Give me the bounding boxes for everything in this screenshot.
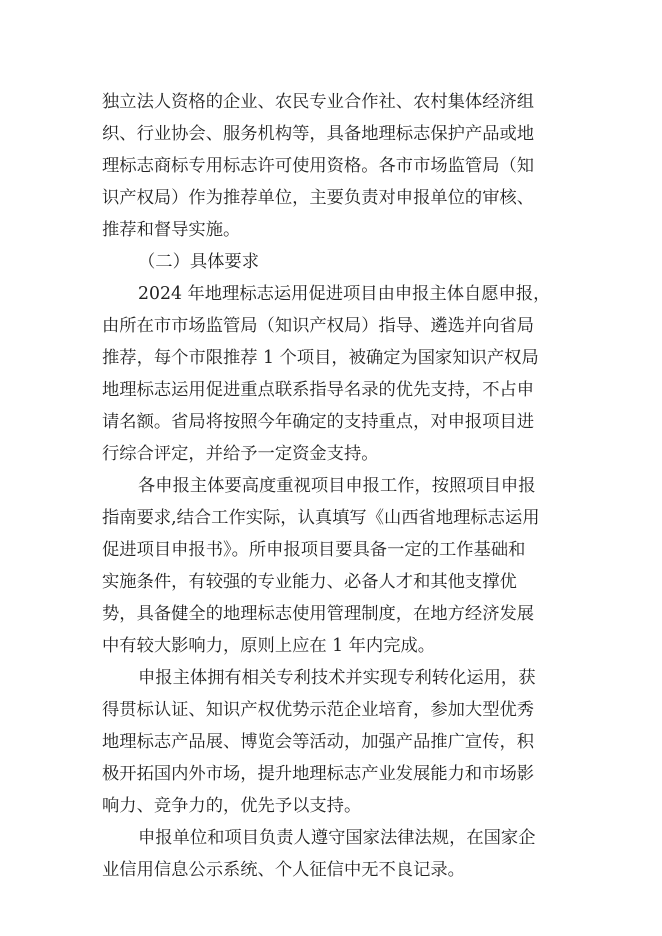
text-line: 2024 年地理标志运用促进项目由申报主体自愿申报， xyxy=(138,284,551,304)
paragraph-requirements xyxy=(102,470,562,662)
text-line: 指南要求,结合工作实际，认真填写《山西省地理标志运用 xyxy=(102,508,540,528)
text-line: 织、行业协会、服务机构等，具备地理标志保护产品或地 xyxy=(102,124,535,144)
paragraph-application xyxy=(102,278,562,470)
text-line: 地理标志产品展、博览会等活动，加强产品推广宣传，积 xyxy=(102,732,535,752)
text-line: 势，具备健全的地理标志使用管理制度，在地方经济发展 xyxy=(102,604,535,624)
text-line: 各申报主体要高度重视项目申报工作，按照项目申报 xyxy=(138,476,536,496)
document-body xyxy=(102,86,562,886)
text-line: 申报单位和项目负责人遵守国家法律法规，在国家企 xyxy=(138,828,536,848)
text-line: 响力、竞争力的，优先予以支持。 xyxy=(102,796,362,816)
text-line: 推荐，每个市限推荐 1 个项目，被确定为国家知识产权局 xyxy=(102,348,539,368)
text-line: 促进项目申报书》。所申报项目要具备一定的工作基础和 xyxy=(102,540,526,560)
section-heading xyxy=(102,246,562,278)
paragraph-eligibility xyxy=(102,86,562,246)
paragraph-compliance xyxy=(102,822,562,886)
text-line: 请名额。省局将按照今年确定的支持重点，对申报项目进 xyxy=(102,412,535,432)
text-line: 申报主体拥有相关专利技术并实现专利转化运用，获 xyxy=(138,668,536,688)
text-line: 得贯标认证、知识产权优势示范企业培育，参加大型优秀 xyxy=(102,700,535,720)
text-line: 独立法人资格的企业、农民专业合作社、农村集体经济组 xyxy=(102,92,535,112)
text-line: 中有较大影响力，原则上应在 1 年内完成。 xyxy=(102,636,436,656)
paragraph-priority-support xyxy=(102,662,562,822)
text-line: 理标志商标专用标志许可使用资格。各市市场监管局（知 xyxy=(102,156,535,176)
text-line: 实施条件，有较强的专业能力、必备人才和其他支撑优 xyxy=(102,572,517,592)
text-line: 行综合评定，并给予一定资金支持。 xyxy=(102,444,379,464)
text-line: 识产权局）作为推荐单位，主要负责对申报单位的审核、 xyxy=(102,188,535,208)
text-line: 由所在市市场监管局（知识产权局）指导、遴选并向省局 xyxy=(102,316,535,336)
text-line: 地理标志运用促进重点联系指导名录的优先支持，不占申 xyxy=(102,380,535,400)
text-line: 业信用信息公示系统、个人征信中无不良记录。 xyxy=(102,860,465,880)
text-line: 推荐和督导实施。 xyxy=(102,220,241,240)
text-line: 极开拓国内外市场，提升地理标志产业发展能力和市场影 xyxy=(102,764,535,784)
section-heading-text: （二）具体要求 xyxy=(138,252,259,272)
